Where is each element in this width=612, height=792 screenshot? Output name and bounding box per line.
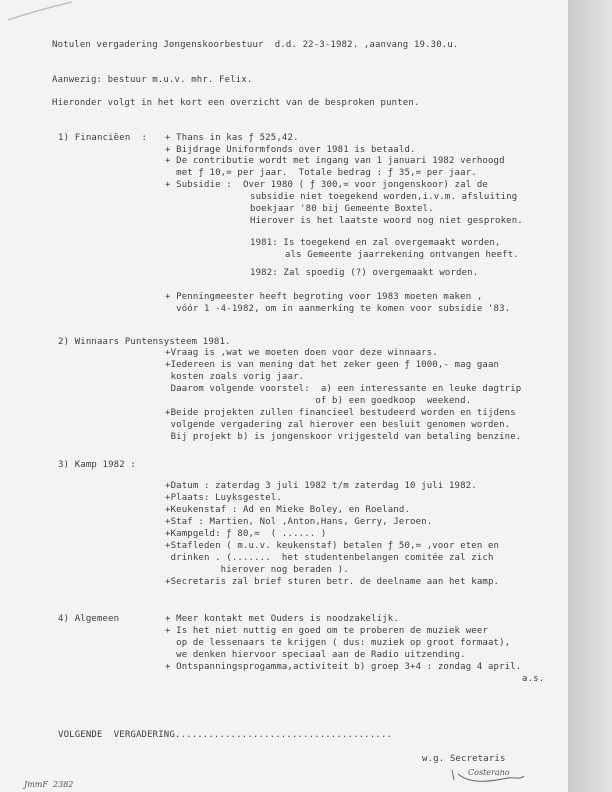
text-line: Hierover is het laatste woord nog niet gesproken. xyxy=(250,216,523,226)
text-line: op de lessenaars te krijgen ( dus: muziek op groot formaat), xyxy=(165,638,511,648)
text-line: drinken . (....... het studentenbelangen comitée zal zich xyxy=(165,553,494,563)
section-heading-kamp: 3) Kamp 1982 : xyxy=(58,460,136,470)
text-line: we denken hiervoor speciaal aan de Radio uitzending. xyxy=(165,650,466,660)
text-line: of b) een goedkoop weekend. xyxy=(165,396,472,406)
text-line: + Subsidie : Over 1980 ( ƒ 300,= voor jongenskoor) zal de xyxy=(165,180,488,190)
signature-text: Costerano xyxy=(468,768,510,777)
text-line: + Ontspanningsprogamma,activiteit b) groep 3+4 : zondag 4 april. xyxy=(165,662,522,672)
text-line: + De contributie wordt met ingang van 1 januari 1982 verhoogd xyxy=(165,156,505,166)
text-line: +Kampgeld: ƒ 80,= ( ...... ) xyxy=(165,529,327,539)
section-heading-financien: 1) Financiëen : xyxy=(58,133,148,143)
text-line: kosten zoals vorig jaar. xyxy=(165,372,305,382)
text-line: +Secretaris zal brief sturen betr. de deelname aan het kamp. xyxy=(165,577,500,587)
text-line: +Stafleden ( m.u.v. keukenstaf) betalen ƒ 50,= ,voor eten en xyxy=(165,541,500,551)
text-line: +Staf : Martien, Nol ,Anton,Hans, Gerry, Jeroen. xyxy=(165,517,433,527)
document-header: Notulen vergadering Jongenskoorbestuur d.d. 22-3-1982. ,aanvang 19.30.u. xyxy=(52,40,459,50)
pencil-mark xyxy=(6,0,76,24)
text-line: + Thans in kas ƒ 525,42. xyxy=(165,133,299,143)
text-line: +Beide projekten zullen financieel bestudeerd worden en tijdens xyxy=(165,408,516,418)
attendance-line: Aanwezig: bestuur m.u.v. mhr. Felix. xyxy=(52,75,253,85)
page-edge-shadow xyxy=(568,0,612,792)
text-line: als Gemeente jaarrekening ontvangen heeft. xyxy=(285,250,519,260)
footer-handwritten-note: JmmF 2382 xyxy=(24,780,74,789)
text-line: + Bijdrage Uniformfonds over 1981 is betaald. xyxy=(165,145,416,155)
section-heading-algemeen: 4) Algemeen xyxy=(58,614,120,624)
text-line: volgende vergadering zal hierover een besluit genomen worden. xyxy=(165,420,511,430)
text-line: 1981: Is toegekend en zal overgemaakt worden, xyxy=(250,238,501,248)
section-heading-winnaars: 2) Winnaars Puntensysteem 1981. xyxy=(58,337,231,347)
text-line: Bij projekt b) is jongenskoor vrijgesteld van betaling benzine. xyxy=(165,432,522,442)
text-line: + Is het niet nuttig en goed om te proberen de muziek weer xyxy=(165,626,488,636)
next-meeting-line: VOLGENDE VERGADERING....................................... xyxy=(58,730,393,740)
text-line: +Plaats: Luyksgestel. xyxy=(165,493,282,503)
text-line: subsidie niet toegekend worden,i.v.m. afsluiting xyxy=(250,192,518,202)
text-line: boekjaar '80 bij Gemeente Boxtel. xyxy=(250,204,434,214)
text-line: 1982: Zal spoedig (?) overgemaakt worden. xyxy=(250,268,479,278)
text-line: a.s. xyxy=(522,674,545,684)
text-line: met ƒ 10,= per jaar. Totale bedrag : ƒ 35,= per jaar. xyxy=(165,168,477,178)
text-line: Daarom volgende voorstel: a) een interessante en leuke dagtrip xyxy=(165,384,522,394)
text-line: + Penningmeester heeft begroting voor 1983 moeten maken , xyxy=(165,292,483,302)
text-line: +Keukenstaf : Ad en Mieke Boley, en Roeland. xyxy=(165,505,411,515)
text-line: +Iedereen is van mening dat het zeker geen ƒ 1000,- mag gaan xyxy=(165,360,500,370)
text-line: +Datum : zaterdag 3 juli 1982 t/m zaterdag 10 juli 1982. xyxy=(165,481,477,491)
text-line: hierover nog beraden ). xyxy=(165,565,349,575)
text-line: + Meer kontakt met Ouders is noodzakelijk. xyxy=(165,614,399,624)
intro-line: Hieronder volgt in het kort een overzicht van de besproken punten. xyxy=(52,98,420,108)
text-line: vóór 1 -4-1982, om in aanmerking te komen voor subsidie '83. xyxy=(165,304,511,314)
text-line: +Vraag is ,wat we moeten doen voor deze winnaars. xyxy=(165,348,438,358)
signoff-line: w.g. Secretaris xyxy=(422,754,506,764)
